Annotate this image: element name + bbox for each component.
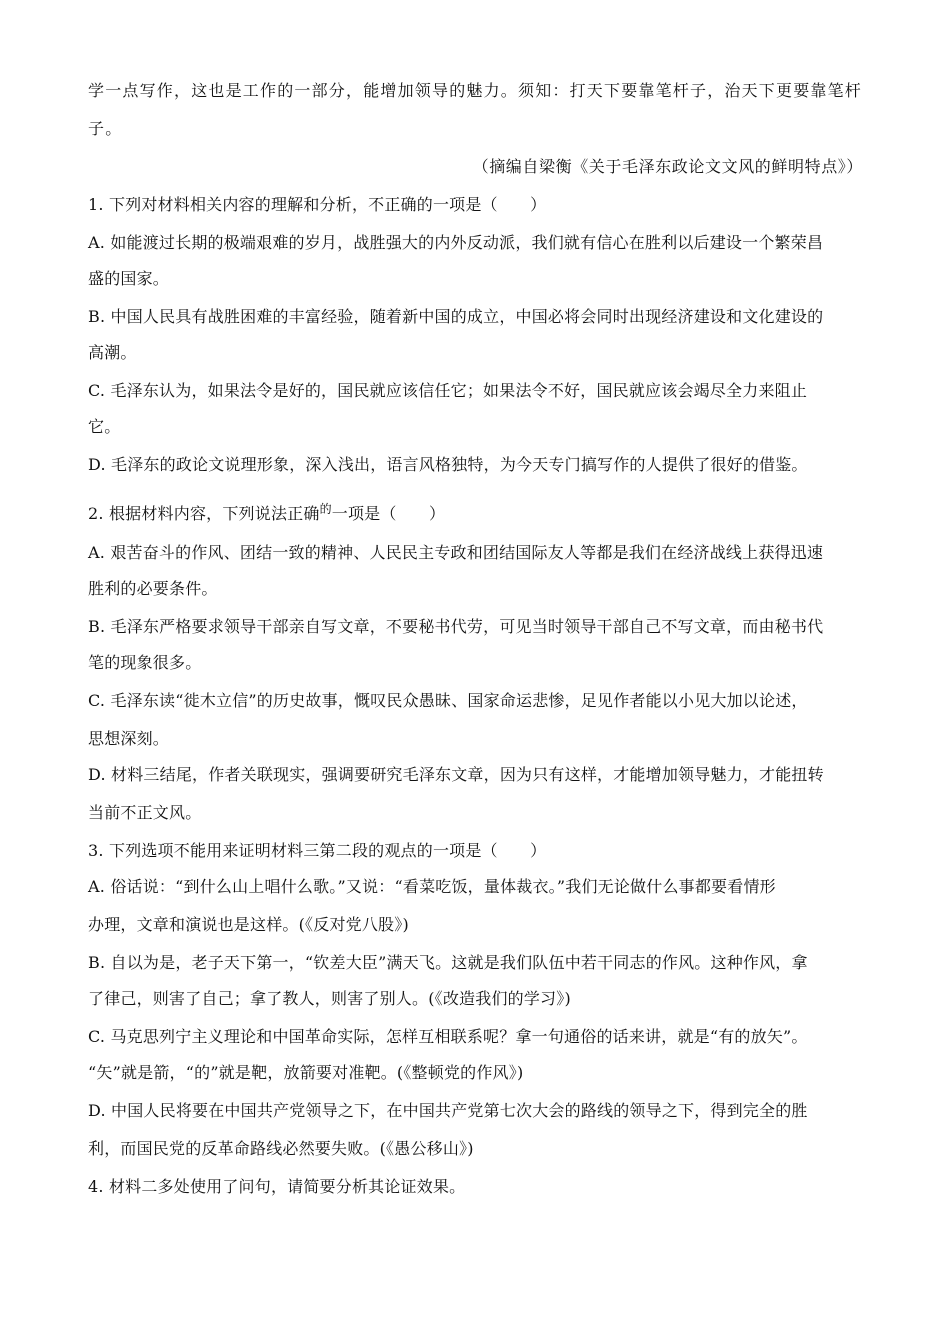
question-2-stem-b: 一项是（ ） (331, 504, 446, 523)
question-1-option-b-cont: 高潮。 (88, 343, 137, 362)
question-2-option-c: C. 毛泽东读“徙木立信”的历史故事，慨叹民众愚昧、国家命运悲惨，足见作者能以小见大加以论述， (88, 691, 808, 710)
question-3-option-a: A. 俗话说：“到什么山上唱什么歌。”又说：“看菜吃饭，量体裁衣。”我们无论做什么事都要看情形 (88, 877, 776, 896)
question-3-option-d: D. 中国人民将要在中国共产党领导之下，在中国共产党第七次大会的路线的领导之下，得到完全的胜 (88, 1101, 808, 1120)
question-2-option-b-cont: 笔的现象很多。 (88, 653, 202, 672)
passage-line-2: 子。 (88, 119, 123, 138)
question-2-option-b: B. 毛泽东严格要求领导干部亲自写文章，不要秘书代劳，可见当时领导干部自己不写文章，而由秘书代 (88, 617, 824, 636)
question-1-option-d: D. 毛泽东的政论文说理形象，深入浅出，语言风格独特，为今天专门搞写作的人提供了很好的借鉴。 (88, 455, 808, 474)
question-3-option-b: B. 自以为是，老子天下第一，“钦差大臣”满天飞。这就是我们队伍中若干同志的作风。这种作风，拿 (88, 953, 808, 972)
question-2-stem-a: 2. 根据材料内容，下列说法正确 (88, 504, 320, 523)
passage-line-1: 学一点写作，这也是工作的一部分，能增加领导的魅力。须知：打天下要靠笔杆子，治天下更要靠笔杆 (88, 81, 863, 100)
question-1-option-b: B. 中国人民具有战胜困难的丰富经验，随着新中国的成立，中国必将会同时出现经济建设和文化建设的 (88, 307, 824, 326)
question-1-stem: 1. 下列对材料相关内容的理解和分析，不正确的一项是（ ） (88, 195, 547, 214)
question-3-option-c-cont: “矢”就是箭，“的”就是靶，放箭要对准靶。(《整顿党的作风》) (88, 1063, 524, 1082)
question-4-stem: 4. 材料二多处使用了问句，请简要分析其论证效果。 (88, 1177, 466, 1196)
question-3-option-c: C. 马克思列宁主义理论和中国革命实际，怎样互相联系呢？拿一句通俗的话来讲，就是“有的放矢”。 (88, 1027, 808, 1046)
question-2-stem-sup: 的 (319, 502, 332, 516)
question-3-stem: 3. 下列选项不能用来证明材料三第二段的观点的一项是（ ） (88, 841, 547, 860)
question-3-option-b-cont: 了律己，则害了自己；拿了教人，则害了别人。(《改造我们的学习》) (88, 989, 571, 1008)
question-3-option-a-cont: 办理，文章和演说也是这样。(《反对党八股》) (88, 915, 409, 934)
question-2-option-a: A. 艰苦奋斗的作风、团结一致的精神、人民民主专政和团结国际友人等都是我们在经济战线上获得迅速 (88, 543, 824, 562)
question-1-option-c-cont: 它。 (88, 417, 121, 436)
passage-source: （摘编自梁衡《关于毛泽东政论文文风的鲜明特点》） (472, 157, 863, 176)
question-2-stem (88, 498, 445, 525)
question-2-option-d: D. 材料三结尾，作者关联现实，强调要研究毛泽东文章，因为只有这样，才能增加领导魅力，才能扭转 (88, 765, 824, 784)
question-2-option-d-cont: 当前不正文风。 (88, 803, 202, 822)
question-2-option-a-cont: 胜利的必要条件。 (88, 579, 218, 598)
question-2-option-c-cont: 思想深刻。 (88, 729, 170, 748)
question-1-option-c: C. 毛泽东认为，如果法令是好的，国民就应该信任它；如果法令不好，国民就应该会竭尽全力来阻止 (88, 381, 808, 400)
question-1-option-a: A. 如能渡过长期的极端艰难的岁月，战胜强大的内外反动派，我们就有信心在胜利以后建设一个繁荣昌 (88, 233, 824, 252)
question-1-option-a-cont: 盛的国家。 (88, 269, 170, 288)
question-3-option-d-cont: 利，而国民党的反革命路线必然要失败。(《愚公移山》) (88, 1139, 474, 1158)
